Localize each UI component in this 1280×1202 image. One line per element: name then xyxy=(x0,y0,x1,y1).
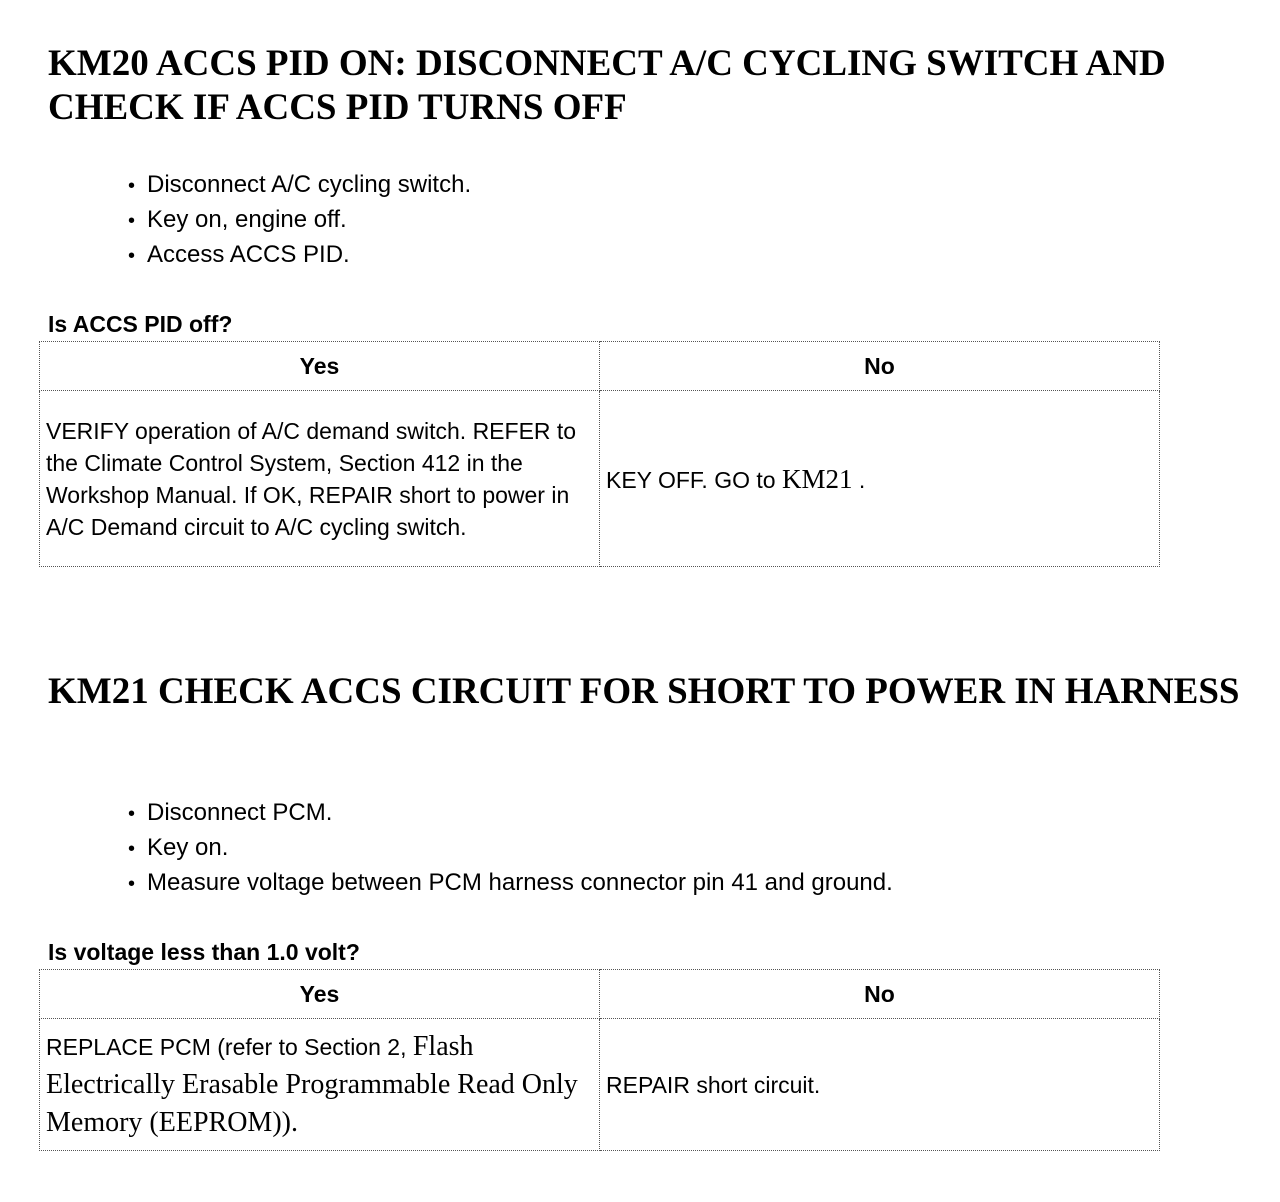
list-item: • Key on, engine off. xyxy=(128,203,471,238)
list-item: • Measure voltage between PCM harness connector pin 41 and ground. xyxy=(128,866,893,901)
km20-question: Is ACCS PID off? xyxy=(48,311,233,337)
km20-steps xyxy=(128,168,471,273)
no-action: REPAIR short circuit. xyxy=(600,1019,1160,1151)
table-row xyxy=(40,1019,1160,1151)
km21-steps xyxy=(128,796,893,901)
no-header: No xyxy=(600,970,1160,1019)
table-header-row xyxy=(40,970,1160,1019)
no-action-end: . xyxy=(858,466,866,493)
no-header: No xyxy=(600,342,1160,391)
list-item: • Disconnect A/C cycling switch. xyxy=(128,168,471,203)
yes-header: Yes xyxy=(40,342,600,391)
yes-action: VERIFY operation of A/C demand switch. REFER to the Climate Control System, Section 412 in the Workshop Manual. If OK, REPAIR short to power in A/C Demand circuit to A/C cycling switch. xyxy=(40,391,600,567)
eeprom-reference: Flash Electrically Erasable Programmable Read Only Memory (EEPROM)). xyxy=(46,1030,578,1138)
km21-question: Is voltage less than 1.0 volt? xyxy=(48,939,360,965)
km21-link[interactable]: KM21 xyxy=(781,463,853,494)
table-row xyxy=(40,391,1160,567)
list-item: • Access ACCS PID. xyxy=(128,238,471,273)
list-item: • Key on. xyxy=(128,831,893,866)
table-header-row xyxy=(40,342,1160,391)
km20-heading: KM20 ACCS PID ON: DISCONNECT A/C CYCLING SWITCH AND CHECK IF ACCS PID TURNS OFF xyxy=(48,43,1166,128)
km21-heading: KM21 CHECK ACCS CIRCUIT FOR SHORT TO POWER IN HARNESS xyxy=(48,671,1240,712)
no-action xyxy=(600,391,1160,567)
yes-header: Yes xyxy=(40,970,600,1019)
km20-decision-table xyxy=(39,341,1160,567)
list-item: • Disconnect PCM. xyxy=(128,796,893,831)
km21-decision-table xyxy=(39,969,1160,1151)
yes-action-text: REPLACE PCM (refer to Section 2, xyxy=(46,1033,407,1060)
no-action-text: KEY OFF. GO to xyxy=(606,466,776,493)
yes-action xyxy=(40,1019,600,1151)
